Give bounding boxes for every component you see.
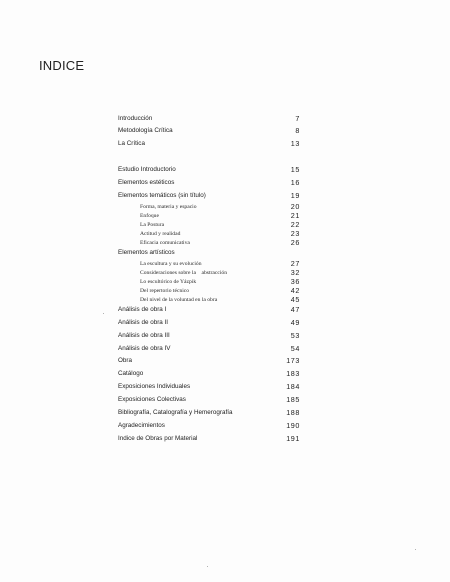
toc-entry bbox=[118, 344, 300, 354]
toc-entry-page: 188 bbox=[286, 408, 300, 417]
toc-entry bbox=[118, 434, 300, 444]
toc-entry-label: Indice de Obras por Material bbox=[118, 435, 198, 442]
toc-entry bbox=[118, 178, 300, 188]
toc-entry bbox=[118, 318, 300, 328]
toc-entry-page: 21 bbox=[290, 211, 300, 220]
toc-entry-label: Forma, materia y espacio bbox=[140, 204, 197, 210]
toc-entry-page: 190 bbox=[286, 421, 300, 430]
toc-entry bbox=[118, 356, 300, 366]
toc-entry-label: Obra bbox=[118, 357, 132, 364]
toc-entry-page: 36 bbox=[290, 277, 300, 286]
toc-entry-label: Análisis de obra III bbox=[118, 332, 170, 339]
toc-entry-page: 8 bbox=[295, 126, 300, 135]
toc-entry-page: 23 bbox=[290, 229, 300, 238]
toc-entry-label: Consideraciones sobre la abstracción bbox=[140, 270, 227, 276]
toc-entry-page: 47 bbox=[290, 305, 300, 314]
toc-entry-page: 32 bbox=[290, 268, 300, 277]
toc-entry-label: Agradecimientos bbox=[118, 422, 165, 429]
toc-entry-page: 49 bbox=[290, 318, 300, 327]
toc-entry bbox=[118, 408, 300, 418]
toc-entry-label: Del nivel de la voluntad en la obra bbox=[140, 297, 218, 303]
toc-entry-page: 53 bbox=[290, 331, 300, 340]
toc-entry-label: Análisis de obra I bbox=[118, 306, 167, 313]
scan-speck bbox=[103, 313, 104, 314]
toc-entry-label: La Crítica bbox=[118, 140, 145, 147]
toc-entry bbox=[118, 139, 300, 149]
toc-entry-page: 45 bbox=[290, 295, 300, 304]
toc-entry-page: 16 bbox=[290, 178, 300, 187]
toc-entry bbox=[118, 126, 300, 136]
toc-entry bbox=[118, 395, 300, 405]
toc-entry bbox=[118, 382, 300, 392]
toc-entry bbox=[118, 369, 300, 379]
toc-entry-label: Análisis de obra IV bbox=[118, 345, 171, 352]
toc-entry-label: Catálogo bbox=[118, 370, 144, 377]
toc-entry-page: 173 bbox=[286, 356, 300, 365]
toc-entry bbox=[118, 248, 300, 258]
toc-entry bbox=[118, 305, 300, 315]
toc-subentry bbox=[118, 238, 300, 248]
toc-entry-page: 26 bbox=[290, 238, 300, 247]
toc-entry bbox=[118, 191, 300, 201]
toc-entry bbox=[118, 331, 300, 341]
toc-entry bbox=[118, 421, 300, 431]
toc-entry-label: Elementos estéticos bbox=[118, 179, 175, 186]
page-title: INDICE bbox=[39, 58, 85, 73]
toc-entry-label: Enfoque bbox=[140, 213, 159, 219]
toc-entry-label: Exposiciones Individuales bbox=[118, 383, 191, 390]
toc-entry-page: 184 bbox=[286, 382, 300, 391]
toc-entry-label: Actitud y realidad bbox=[140, 231, 181, 237]
toc-entry-page: 7 bbox=[295, 114, 300, 123]
toc-entry-label: Estudio Introductorio bbox=[118, 166, 176, 173]
toc-entry-page: 54 bbox=[290, 344, 300, 353]
toc-entry bbox=[118, 165, 300, 175]
toc-entry-page: 27 bbox=[290, 259, 300, 268]
toc-entry-page: 42 bbox=[290, 286, 300, 295]
toc-entry bbox=[118, 114, 300, 124]
toc-entry-label: Eficacia comunicativa bbox=[140, 240, 190, 246]
toc-entry-page: 19 bbox=[290, 191, 300, 200]
toc-entry-label: Elementos artísticos bbox=[118, 249, 175, 256]
toc-entry-label: La Postura bbox=[140, 222, 165, 228]
toc-entry-page: 185 bbox=[286, 395, 300, 404]
toc-entry-label: Elementos temáticos (sin título) bbox=[118, 192, 206, 199]
scan-speck bbox=[207, 566, 208, 567]
toc-entry-page: 15 bbox=[290, 165, 300, 174]
toc-entry-label: Exposiciones Colectivas bbox=[118, 396, 186, 403]
toc-entry-page: 191 bbox=[286, 434, 300, 443]
toc-entry-label: Análisis de obra II bbox=[118, 319, 169, 326]
toc-entry-label: Introducción bbox=[118, 115, 153, 122]
toc-entry-page: 20 bbox=[290, 202, 300, 211]
toc-subentry bbox=[118, 295, 300, 305]
toc-entry-label: Metodología Crítica bbox=[118, 127, 173, 134]
toc-entry-label: Del repertorio técnico bbox=[140, 288, 190, 294]
toc-entry-label: Lo escultórico de Yázpik bbox=[140, 279, 197, 285]
toc-entry-page: 22 bbox=[290, 220, 300, 229]
toc-entry-label: Bibliografía, Catalografía y Hemerografía bbox=[118, 409, 233, 416]
toc-entry-page: 13 bbox=[290, 139, 300, 148]
scan-speck bbox=[415, 549, 416, 550]
toc-entry-label: La escultura y su evolución bbox=[140, 261, 202, 267]
toc-entry-page: 183 bbox=[286, 369, 300, 378]
